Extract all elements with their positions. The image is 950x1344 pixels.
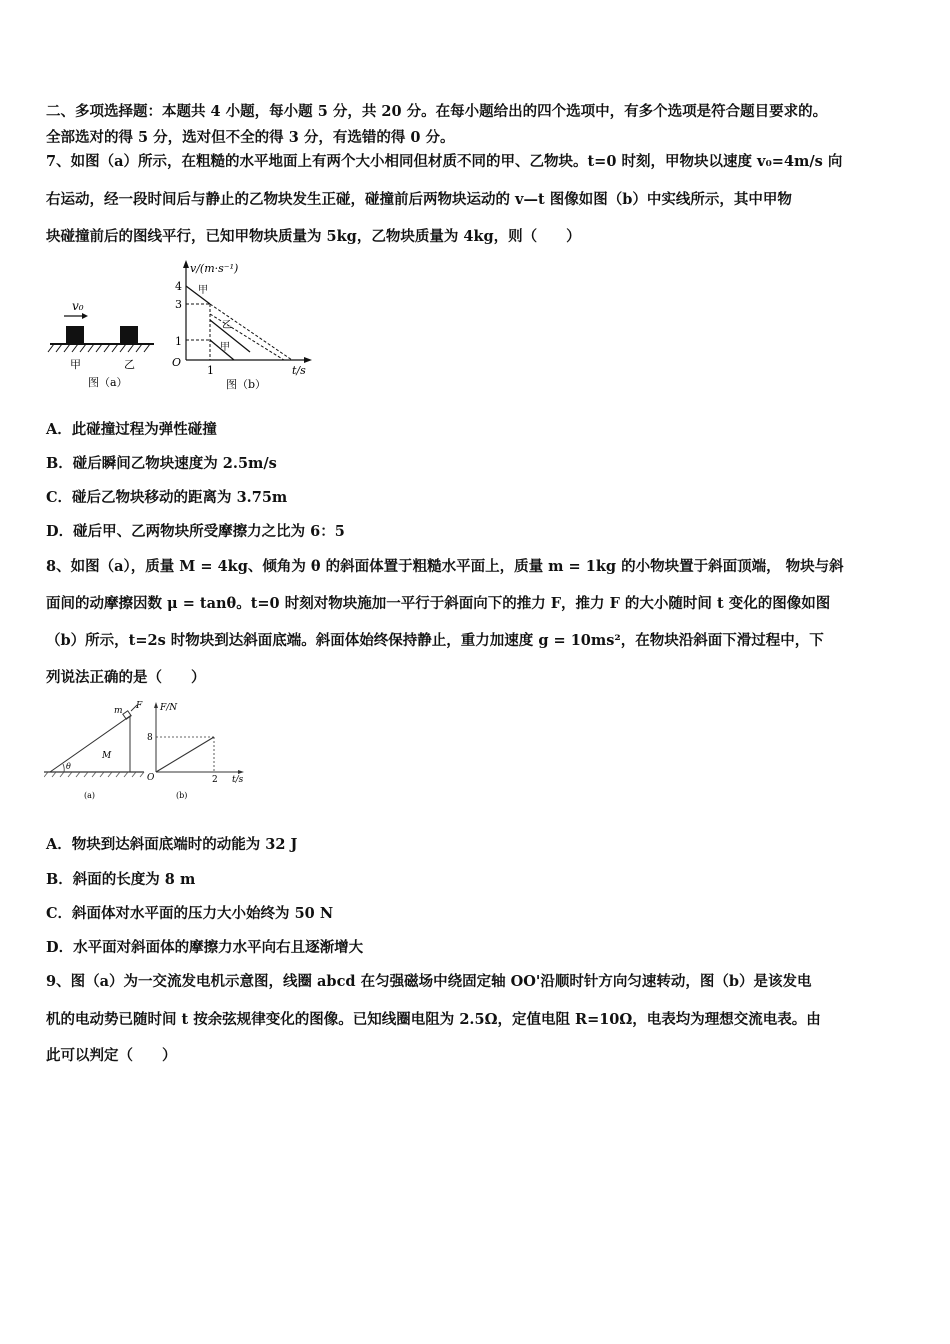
q7-fig-b-caption: 图（b） — [226, 378, 267, 391]
q8-fig-b-ylabel: F/N — [160, 703, 178, 713]
q7-fig-a-yi: 乙 — [124, 358, 135, 371]
q8-fig-a-caption: (a) — [84, 791, 96, 800]
q7-figure — [44, 256, 334, 396]
q8-figure — [44, 700, 264, 810]
q8-fig-b-xtick: 2 — [212, 775, 218, 785]
q7-fig-b-yi: 乙 — [222, 320, 232, 331]
q7-block-yi — [120, 326, 138, 344]
q8-fig-b-caption: (b) — [176, 791, 188, 800]
q7-option-d: D．碰后甲、乙两物块所受摩擦力之比为 6：5 — [46, 523, 345, 540]
q7-fig-a-jia: 甲 — [70, 358, 81, 371]
q7-fig-b-xlabel: t/s — [292, 364, 306, 377]
section-heading-line1: 二、多项选择题：本题共 4 小题，每小题 5 分，共 20 分。在每小题给出的四个选项中，有多个选项是符合题目要求的。 — [46, 103, 828, 120]
q9-stem-line1: 9、图（a）为一交流发电机示意图，线圈 abcd 在匀强磁场中绕固定轴 OO'沿顺时针方向匀速转动，图（b）是该发电 — [46, 973, 812, 990]
q7-fig-b-jia-bottom: 甲 — [220, 342, 230, 353]
q7-fig-a-v0: v₀ — [72, 299, 84, 313]
q8-option-d: D．水平面对斜面体的摩擦力水平向右且逐渐增大 — [46, 939, 364, 956]
q8-stem-line4: 列说法正确的是（ ） — [46, 669, 206, 686]
q7-fig-b-tick-1: 1 — [175, 335, 182, 348]
q8-force-line — [156, 737, 214, 772]
q8-fig-b-origin: O — [147, 773, 155, 783]
q7-block-jia — [66, 326, 84, 344]
q8-figure-a — [44, 701, 144, 800]
q7-stem-line1: 7、如图（a）所示，在粗糙的水平地面上有两个大小相同但材质不同的甲、乙物块。t=0 时刻，甲物块以速度 v₀=4m/s 向 — [46, 153, 843, 170]
q7-figure-b — [172, 260, 312, 391]
q7-option-b: B．碰后瞬间乙物块速度为 2.5m/s — [46, 455, 277, 472]
q7-fig-b-tick-3: 3 — [175, 298, 182, 311]
q7-fig-b-jia-top: 甲 — [198, 285, 208, 296]
q7-fig-a-caption: 图（a） — [88, 376, 128, 389]
q8-stem-line3: （b）所示，t=2s 时物块到达斜面底端。斜面体始终保持静止，重力加速度 g = 10ms²，在物块沿斜面下滑过程中，下 — [46, 632, 824, 649]
q7-stem-line3: 块碰撞前后的图线平行，已知甲物块质量为 5kg，乙物块质量为 4kg，则（ ） — [46, 228, 581, 245]
q8-fig-a-m: m — [114, 706, 123, 716]
section-heading-line2: 全部选对的得 5 分，选对但不全的得 3 分，有选错的得 0 分。 — [46, 129, 455, 146]
q7-fig-b-ylabel: v/(m·s⁻¹) — [190, 262, 239, 275]
q9-stem-line3: 此可以判定（ ） — [46, 1047, 177, 1064]
q8-fig-a-theta: θ — [66, 762, 71, 771]
q8-option-a: A．物块到达斜面底端时的动能为 32 J — [46, 836, 298, 853]
q8-fig-b-ytick: 8 — [147, 733, 153, 743]
q8-fig-b-xlabel: t/s — [232, 775, 244, 785]
q8-fig-a-M: M — [102, 751, 112, 761]
q7-option-c: C．碰后乙物块移动的距离为 3.75m — [46, 489, 288, 506]
q7-stem-line2: 右运动，经一段时间后与静止的乙物块发生正碰，碰撞前后两物块运动的 v—t 图像如图（b）中实线所示，其中甲物 — [46, 191, 792, 208]
q7-fig-b-xtick: 1 — [207, 364, 214, 377]
q8-stem-line2: 面间的动摩擦因数 μ = tanθ。t=0 时刻对物块施加一平行于斜面向下的推力 F，推力 F 的大小随时间 t 变化的图像如图 — [46, 595, 831, 612]
q8-option-b: B．斜面的长度为 8 m — [46, 871, 196, 888]
q7-fig-b-origin: O — [172, 356, 182, 369]
q7-option-a: A．此碰撞过程为弹性碰撞 — [46, 421, 217, 438]
q7-figure-a — [48, 299, 154, 389]
q7-fig-b-tick-4: 4 — [175, 280, 182, 293]
q9-stem-line2: 机的电动势已随时间 t 按余弦规律变化的图像。已知线圈电阻为 2.5Ω，定值电阻 R=10Ω，电表均为理想交流电表。由 — [46, 1011, 821, 1028]
q8-fig-a-F: F — [136, 701, 143, 711]
q8-incline — [50, 716, 130, 772]
q8-figure-b — [147, 702, 244, 800]
q8-option-c: C．斜面体对水平面的压力大小始终为 50 N — [46, 905, 334, 922]
q8-stem-line1: 8、如图（a），质量 M = 4kg、倾角为 θ 的斜面体置于粗糙水平面上，质量 m = 1kg 的小物块置于斜面顶端， 物块与斜 — [46, 558, 844, 575]
